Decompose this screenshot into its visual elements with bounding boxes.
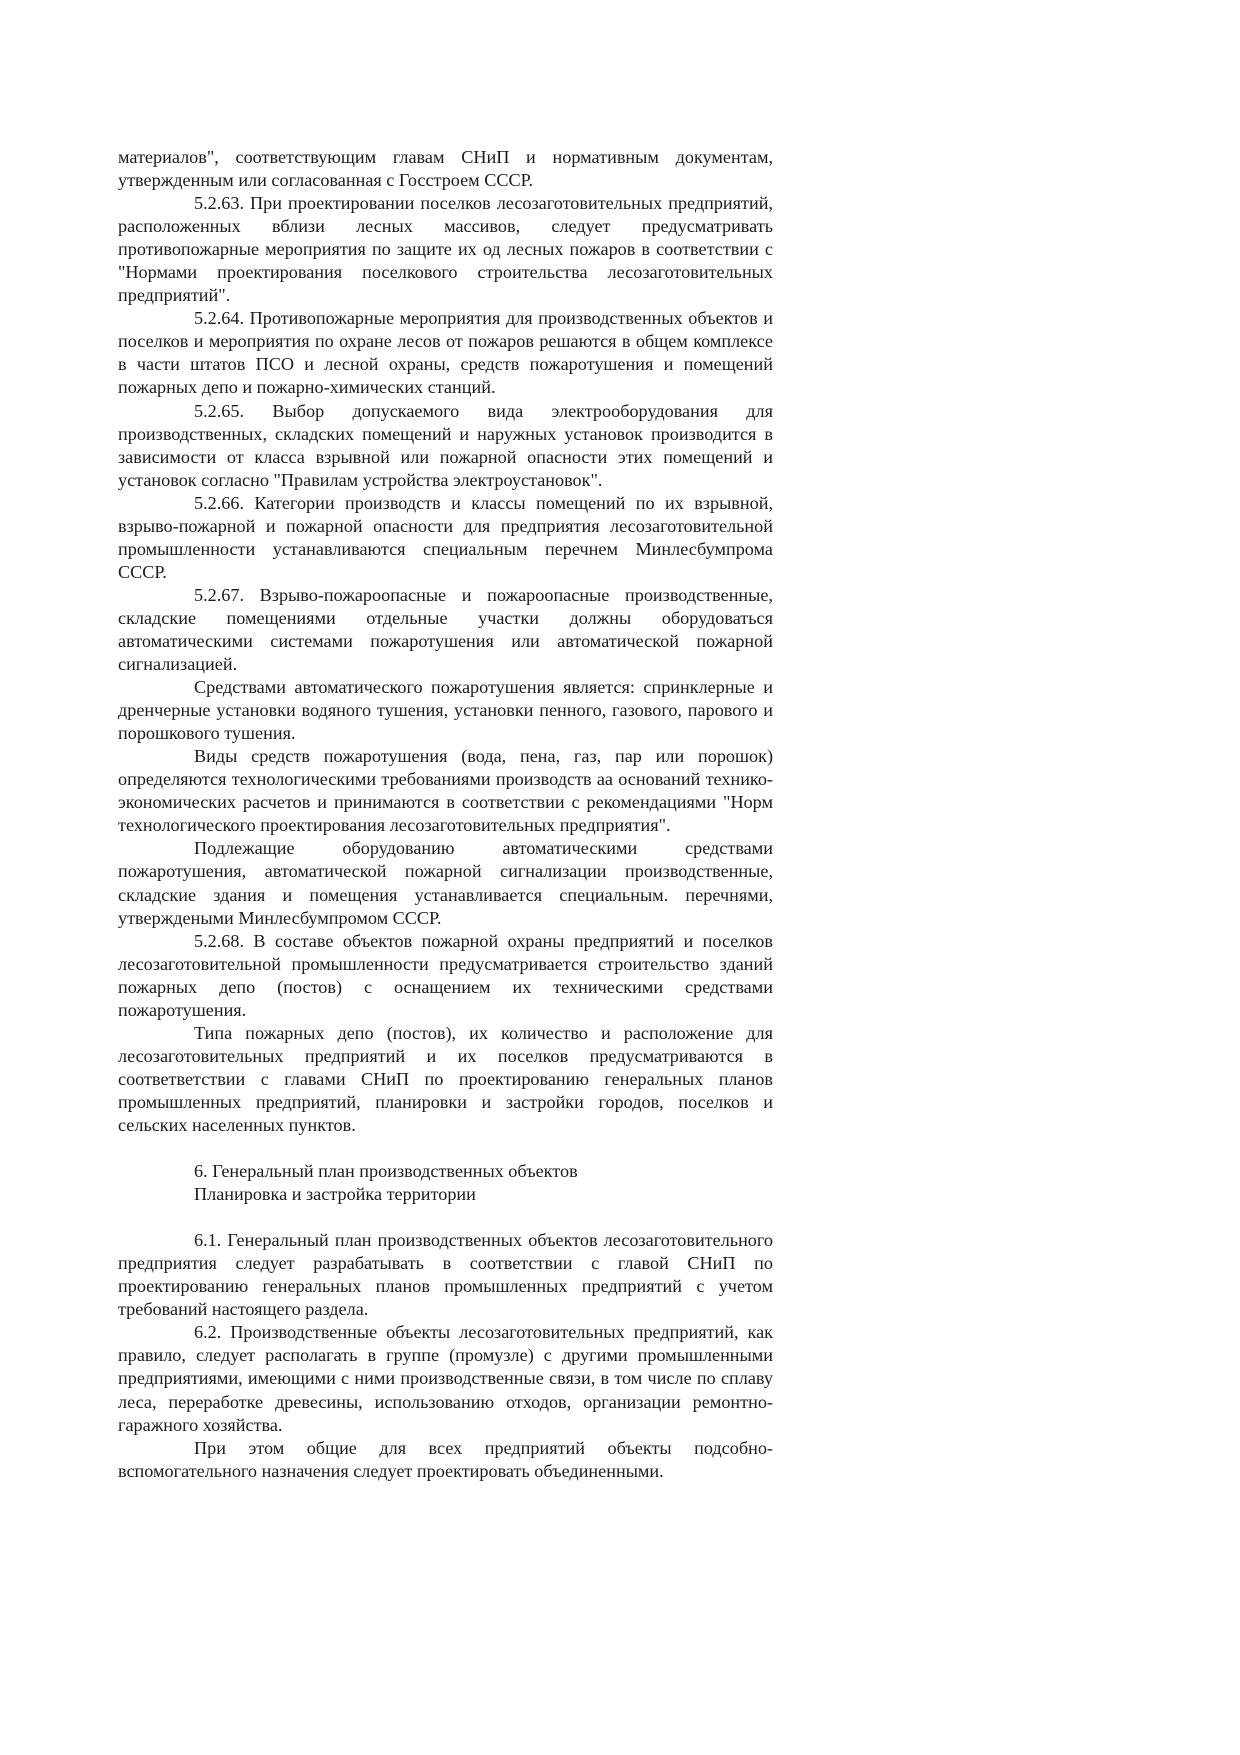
paragraph: При этом общие для всех предприятий объекты подсобно-вспомогательного назначения следует проектировать объединенными. bbox=[118, 1437, 773, 1481]
blank-line bbox=[118, 1206, 773, 1229]
paragraph-5-2-66: 5.2.66. Категории производств и классы помещений по их взрывной, взрыво-пожарной и пожарной опасности для предприятия лесозаготовительной промышленности устанавливаются специальным перечнем Минлесбумпрома СССР. bbox=[118, 492, 773, 582]
paragraph-5-2-63: 5.2.63. При проектировании поселков лесозаготовительных предприятий, расположенных вблизи лесных массивов, следует предусматривать противопожарные мероприятия по защите их од лесных пожаров в соответствии с "Нормами проектирования поселкового строительства лесозаготовительных предприятий". bbox=[118, 193, 773, 306]
paragraph-5-2-65: 5.2.65. Выбор допускаемого вида электрооборудования для производственных, складских помещений и наружных установок производится в зависимости от класса взрывной или пожарной опасности этих помещений и установок согласно "Правилам устройства электроустановок". bbox=[118, 400, 773, 490]
paragraph: Подлежащие оборудованию автоматическими средствами пожаротушения, автоматической пожарной сигнализации производственные, складские здания и помещения устанавливается специальным. перечнями, утверждеными Минлесбумпромом СССР. bbox=[118, 838, 773, 928]
paragraph-6-2: 6.2. Производственные объекты лесозаготовительных предприятий, как правило, следует располагать в группе (промузле) с другими промышленными предприятиями, имеющими с ними производственные связи, в том числе по сплаву леса, переработке древесины, использованию отходов, организации ремонтно-гаражного хозяйства. bbox=[118, 1322, 773, 1435]
section-subheading: Планировка и застройка территории bbox=[194, 1184, 476, 1205]
paragraph: Виды средств пожаротушения (вода, пена, газ, пар или порошок) определяются технологическими требованиями производств аа оснований технико-экономических расчетов и принимаются в соответствии с рекомендациями "Норм технологического проектирования лесозаготовительных предприятия". bbox=[118, 746, 773, 836]
paragraph-5-2-68: 5.2.68. В составе объектов пожарной охраны предприятий и поселков лесозаготовительной промышленности предусматривается строительство зданий пожарных депо (постов) с оснащением их техническими средствами пожаротушения. bbox=[118, 930, 773, 1020]
paragraph: материалов", соответствующим главам СНиП и нормативным документам, утвержденным или согласованная с Госстроем СССР. bbox=[118, 147, 773, 191]
paragraph-6-1: 6.1. Генеральный план производственных объектов лесозаготовительного предприятия следует разрабатывать в соответствии с главой СНиП по проектированию генеральных планов промышленных предприятий с учетом требований настоящего раздела. bbox=[118, 1230, 773, 1320]
blank-line bbox=[118, 1137, 773, 1160]
paragraph: Типа пожарных депо (постов), их количество и расположение для лесозаготовительных предприятий и их поселков предусматриваются в соответветствии с главами СНиП по проектированию генеральных планов промышленных предприятий, планировки и застройки городов, поселков и сельских населенных пунктов. bbox=[118, 1022, 773, 1135]
paragraph-5-2-64: 5.2.64. Противопожарные мероприятия для производственных объектов и поселков и мероприятия по охране лесов от пожаров решаются в общем комплексе в части штатов ПСО и лесной охраны, средств пожаротушения и помещений пожарных депо и пожарно-химических станций. bbox=[118, 308, 773, 398]
paragraph-5-2-67: 5.2.67. Взрыво-пожароопасные и пожароопасные производственные, складские помещениями отдельные участки должны оборудоваться автоматическими системами пожаротушения или автоматической пожарной сигнализацией. bbox=[118, 584, 773, 675]
document-page bbox=[118, 146, 773, 1483]
section-heading: 6. Генеральный план производственных объектов bbox=[194, 1161, 578, 1182]
paragraph: Средствами автоматического пожаротушения является: спринклерные и дренчерные установки водяного тушения, установки пенного, газового, парового и порошкового тушения. bbox=[118, 677, 773, 744]
